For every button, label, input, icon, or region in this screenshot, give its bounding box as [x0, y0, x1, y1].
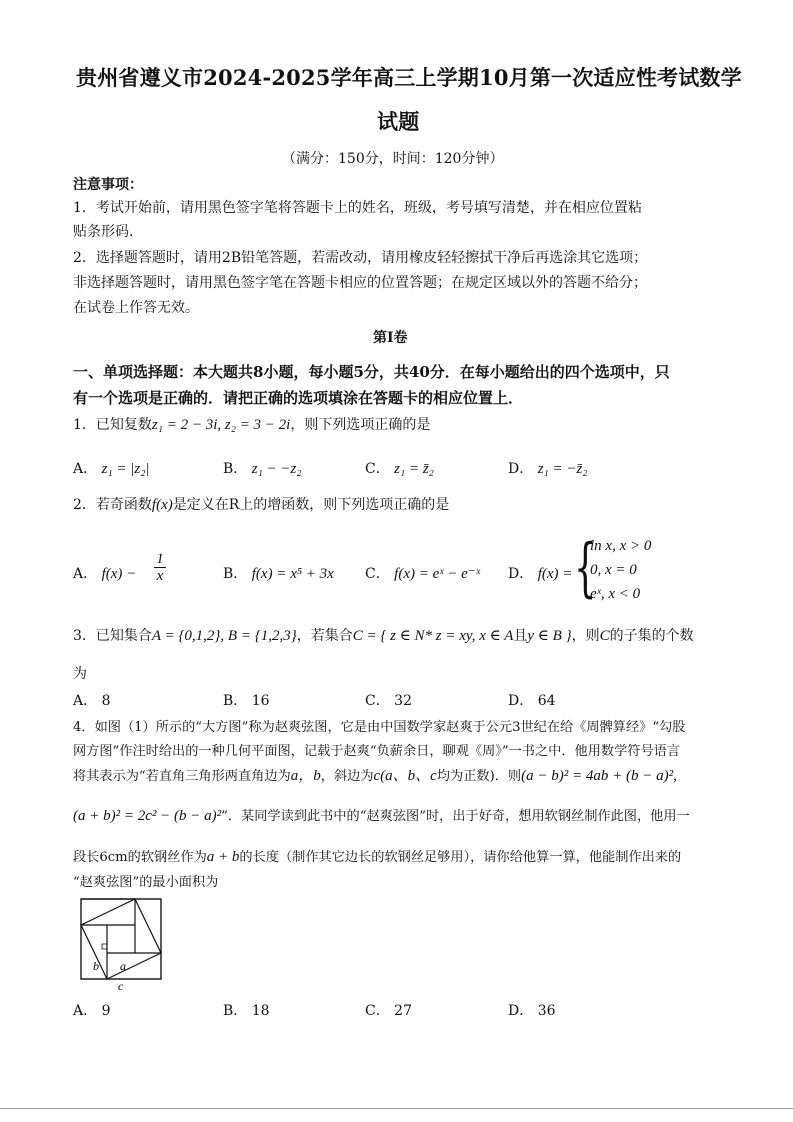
q3-option-b-label: B． — [223, 693, 248, 709]
q3-stem-tail: 的子集的个数 — [609, 628, 694, 644]
q4-option-c — [365, 1000, 412, 1020]
note-1-line1: 1．考试开始前，请用黑色签字笔将答题卡上的姓名，班级，考号填写清楚，并在相应位置粘 — [73, 200, 642, 216]
q3-math-sets: A = {0,1,2}, B = {1,2,3} — [151, 628, 297, 644]
q4-line5-text: 段长6cm的软钢丝作为 — [73, 850, 207, 865]
q4-line3 — [73, 764, 677, 785]
q4-line2: 网方图”作注时给出的一种几何平面图，记载于赵爽“负薪余日，聊观《周》”一书之中．他用数学符号语言 — [73, 744, 681, 759]
q2-option-c-label: C． — [365, 566, 390, 582]
q1-stem-tail: ，则下列选项正确的是 — [290, 417, 431, 433]
q2-stem-tail: 是定义在R上的增函数，则下列选项正确的是 — [172, 497, 450, 513]
q3-math-c: C — [599, 628, 610, 644]
q2-option-d-case1: ln x, x > 0 — [590, 538, 652, 554]
q3-option-c-label: C． — [365, 693, 390, 709]
q3-option-a — [73, 690, 111, 710]
figure-label-b: b — [93, 959, 99, 973]
q2-stem — [73, 494, 449, 514]
q1-option-c-label: C． — [365, 461, 390, 477]
q4-option-a-text: 9 — [101, 1003, 111, 1019]
q1-option-c-text: z₁ = z̄₂ — [394, 461, 434, 477]
q1-option-a-text: z₁ = |z₂| — [101, 461, 150, 477]
q4-line3-math-ab: a，b — [290, 768, 321, 784]
q2-option-b — [223, 563, 334, 583]
q4-line4-text: ”．某同学读到此书中的“赵爽弦图”时，出于好奇，想用软钢丝制作此图，他用一 — [221, 809, 690, 824]
q1-option-a — [73, 458, 150, 478]
q3-math-setc: C = { z ∈ N* z = xy, x ∈ A — [352, 628, 514, 644]
q4-option-d — [508, 1000, 556, 1020]
q2-option-a — [73, 563, 136, 583]
q2-option-a-denominator: x — [156, 568, 164, 584]
q2-math: f(x) — [151, 497, 173, 513]
q1-option-b — [223, 458, 302, 478]
q4-option-a — [73, 1000, 111, 1020]
q4-line5-math: a + b — [206, 849, 240, 865]
q3-option-b-text: 16 — [251, 693, 270, 709]
page-title-line2: 试题 — [377, 109, 420, 134]
page-bottom-rule — [0, 1108, 793, 1109]
q4-line5-text2: 的长度（制作其它边长的软钢丝足够用），请你给他算一算，他能制作出来的 — [239, 850, 682, 865]
q3-stem — [73, 625, 694, 645]
q4-line3-text: 将其表示为“若直角三角形两直角边为 — [73, 769, 291, 784]
q3-stem-text: 3．已知集合 — [73, 628, 152, 644]
q1-option-d-text: z₁ = −z̄₂ — [537, 461, 588, 477]
q2-option-d-case3: eˣ, x < 0 — [590, 586, 641, 602]
q3-stem-text3: 且 — [513, 628, 528, 644]
zhao-shuang-figure — [78, 896, 166, 992]
q1-stem-text: 1．已知复数 — [73, 417, 152, 433]
q4-option-d-text: 36 — [537, 1003, 556, 1019]
q4-option-d-label: D． — [508, 1003, 534, 1019]
q3-option-d-text: 64 — [537, 693, 556, 709]
q3-stem-text2: ，若集合 — [296, 628, 353, 644]
notes-heading: 注意事项： — [73, 177, 143, 193]
q3-option-c-text: 32 — [394, 693, 412, 709]
q4-option-c-label: C． — [365, 1003, 390, 1019]
q4-line3-math-abc: c(a、b、c — [373, 768, 437, 784]
q3-stem-line2: 为 — [73, 666, 87, 682]
note-2-line3: 在试卷上作答无效。 — [73, 300, 199, 316]
q1-option-b-text: z₁ − −z₂ — [251, 461, 302, 477]
q1-math: z₁ = 2 − 3i, z₂ = 3 − 2i — [151, 417, 291, 433]
q4-line4 — [73, 805, 690, 825]
q3-option-b — [223, 690, 270, 710]
q4-line5 — [73, 846, 681, 866]
page-title: 贵州省遵义市2024-2025学年高三上学期10月第一次适应性考试数学 — [76, 65, 742, 90]
q2-option-a-fx: f(x) − — [101, 566, 137, 582]
q1-option-d — [508, 458, 588, 478]
q2-stem-text: 2．若奇函数 — [73, 497, 152, 513]
q2-option-d-label: D． — [508, 566, 534, 582]
q3-option-c — [365, 690, 412, 710]
q2-option-c — [365, 563, 480, 583]
q3-option-a-text: 8 — [101, 693, 111, 709]
note-2-line1: 2．选择题答题时，请用2B铅笔答题，若需改动，请用橡皮轻轻擦拭干净后再选涂其它选项； — [73, 250, 648, 266]
q2-option-a-fraction — [154, 551, 166, 584]
q2-option-c-text: f(x) = eˣ − e⁻ˣ — [394, 566, 480, 582]
note-2-line2: 非选择题答题时，请用黑色签字笔在答题卡相应的位置答题；在规定区域以外的答题不给分； — [73, 275, 647, 291]
q2-option-d-fx: f(x) = — [537, 566, 573, 582]
q4-line1: 4．如图（1）所示的“大方图”称为赵爽弦图，它是由中国数学家赵爽于公元3世纪在给《周髀算经》“勾股 — [73, 720, 686, 735]
q1-option-b-label: B． — [223, 461, 248, 477]
q3-option-d — [508, 690, 556, 710]
q4-option-c-text: 27 — [394, 1003, 412, 1019]
q1-option-c — [365, 458, 434, 478]
q3-option-d-label: D． — [508, 693, 534, 709]
q1-option-a-label: A． — [73, 461, 98, 477]
note-1-line2: 贴条形码． — [73, 224, 143, 240]
q2-option-d-case2: 0, x = 0 — [590, 562, 637, 578]
q1-stem — [73, 414, 430, 434]
volume-heading: 第Ⅰ卷 — [373, 330, 408, 346]
q3-stem-text4: ，则 — [571, 628, 600, 644]
figure-label-a: a — [120, 959, 126, 973]
q2-option-a-numerator: 1 — [154, 551, 166, 568]
q4-option-b-text: 18 — [251, 1003, 270, 1019]
q4-option-b — [223, 1000, 270, 1020]
q2-option-d-brace: { — [574, 531, 597, 605]
q4-line3-text2: ，斜边为 — [320, 769, 374, 784]
q4-line6: “赵爽弦图”的最小面积为 — [73, 875, 219, 890]
q4-line3-text3: 均为正数)．则 — [436, 769, 522, 784]
section-heading-line1: 一、单项选择题：本大题共8小题，每小题5分，共40分．在每小题给出的四个选项中，只 — [73, 363, 670, 381]
q2-option-d — [508, 563, 572, 583]
exam-info: （满分：150分，时间：120分钟） — [282, 151, 504, 167]
q4-option-b-label: B． — [223, 1003, 248, 1019]
q2-option-b-text: f(x) = x⁵ + 3x — [251, 566, 334, 582]
q2-option-a-label: A． — [73, 566, 98, 582]
q2-option-b-label: B． — [223, 566, 248, 582]
q1-option-d-label: D． — [508, 461, 534, 477]
figure-label-c: c — [118, 979, 124, 992]
q4-option-a-label: A． — [73, 1003, 98, 1019]
q3-math-cond: y ∈ B } — [527, 628, 572, 644]
q4-line3-math-identity: (a − b)² = 4ab + (b − a)², — [521, 768, 677, 784]
section-heading-line2: 有一个选项是正确的．请把正确的选项填涂在答题卡的相应位置上． — [73, 389, 524, 407]
q4-line4-math: (a + b)² = 2c² − (b − a)² — [73, 808, 222, 824]
q3-option-a-label: A． — [73, 693, 98, 709]
